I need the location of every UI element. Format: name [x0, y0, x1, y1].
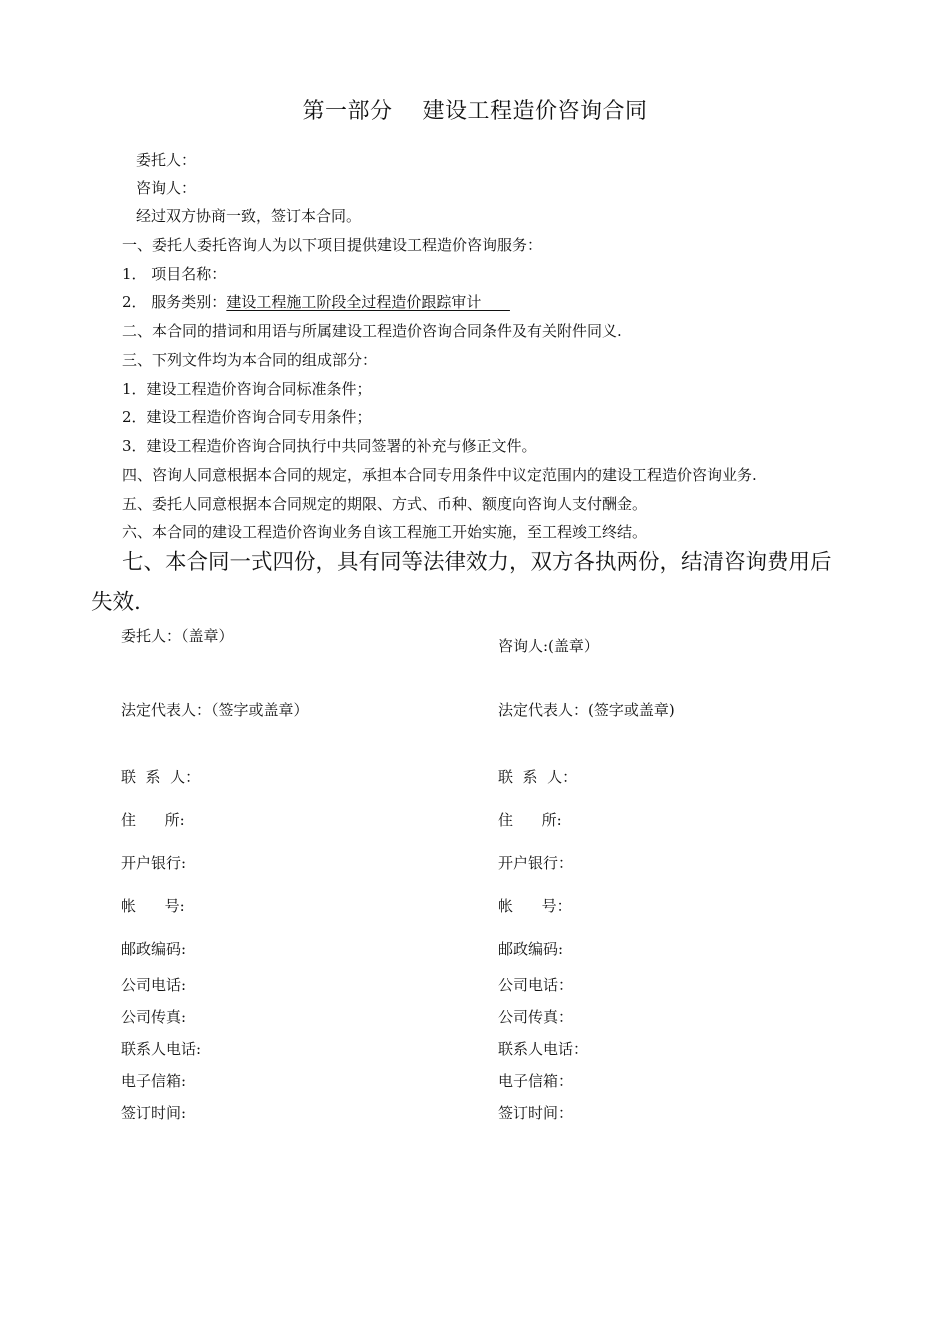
right-legal-representative: 法定代表人：(签字或盖章): [498, 701, 675, 719]
client-label: 委托人：: [136, 151, 197, 169]
document-title: 第一部分 建设工程造价咨询合同: [302, 99, 648, 124]
left-company-fax: 公司传真:: [121, 1008, 187, 1026]
clause-2: 二、本合同的措词和用语与所属建设工程造价咨询合同条件及有关附件同义.: [122, 322, 622, 340]
clause-7-line-1: 七、本合同一式四份，具有同等法律效力，双方各执两份，结清咨询费用后: [122, 550, 832, 575]
service-type-value: 建设工程施工阶段全过程造价跟踪审计: [226, 293, 510, 311]
left-contact-person: 联 系 人：: [121, 768, 201, 786]
clause-7-line-2: 失效.: [91, 590, 141, 615]
left-email: 电子信箱:: [121, 1072, 187, 1090]
right-sign-date: 签订时间：: [498, 1104, 574, 1122]
right-email: 电子信箱：: [498, 1072, 574, 1090]
contract-doc-2: 2．建设工程造价咨询合同专用条件；: [122, 408, 372, 426]
consultant-label: 咨询人：: [136, 179, 197, 197]
right-company-phone: 公司电话：: [498, 976, 574, 994]
left-legal-representative: 法定代表人：（签字或盖章）: [121, 701, 309, 719]
right-contact-person: 联 系 人：: [498, 768, 578, 786]
service-type-label: 2． 服务类别：: [122, 293, 227, 311]
clause-4: 四、咨询人同意根据本合同的规定，承担本合同专用条件中议定范围内的建设工程造价咨询业务.: [122, 466, 757, 484]
left-party-seal: 委托人：（盖章）: [121, 627, 234, 645]
clause-5: 五、委托人同意根据本合同规定的期限、方式、币种、额度向咨询人支付酬金。: [122, 495, 648, 513]
agreement-intro: 经过双方协商一致，签订本合同。: [136, 207, 362, 225]
left-bank: 开户银行:: [121, 854, 187, 872]
right-contact-phone: 联系人电话：: [498, 1040, 589, 1058]
right-address: 住 所:: [498, 811, 562, 829]
right-postcode: 邮政编码:: [498, 940, 564, 958]
left-sign-date: 签订时间:: [121, 1104, 187, 1122]
right-company-fax: 公司传真：: [498, 1008, 574, 1026]
left-account: 帐 号:: [121, 897, 185, 915]
left-contact-phone: 联系人电话:: [121, 1040, 202, 1058]
clause-6: 六、本合同的建设工程造价咨询业务自该工程施工开始实施，至工程竣工终结。: [122, 523, 648, 541]
right-account: 帐 号：: [498, 897, 572, 915]
contract-doc-3: 3．建设工程造价咨询合同执行中共同签署的补充与修正文件。: [122, 437, 537, 455]
service-type-item: [122, 292, 510, 312]
contract-doc-1: 1．建设工程造价咨询合同标准条件；: [122, 380, 372, 398]
left-postcode: 邮政编码:: [121, 940, 187, 958]
left-address: 住 所:: [121, 811, 185, 829]
project-name-item: 1． 项目名称：: [122, 265, 227, 283]
clause-1: 一、委托人委托咨询人为以下项目提供建设工程造价咨询服务：: [122, 236, 543, 254]
right-bank: 开户银行：: [498, 854, 574, 872]
clause-3: 三、下列文件均为本合同的组成部分：: [122, 351, 378, 369]
right-party-seal: 咨询人:(盖章）: [498, 637, 599, 655]
left-company-phone: 公司电话:: [121, 976, 187, 994]
